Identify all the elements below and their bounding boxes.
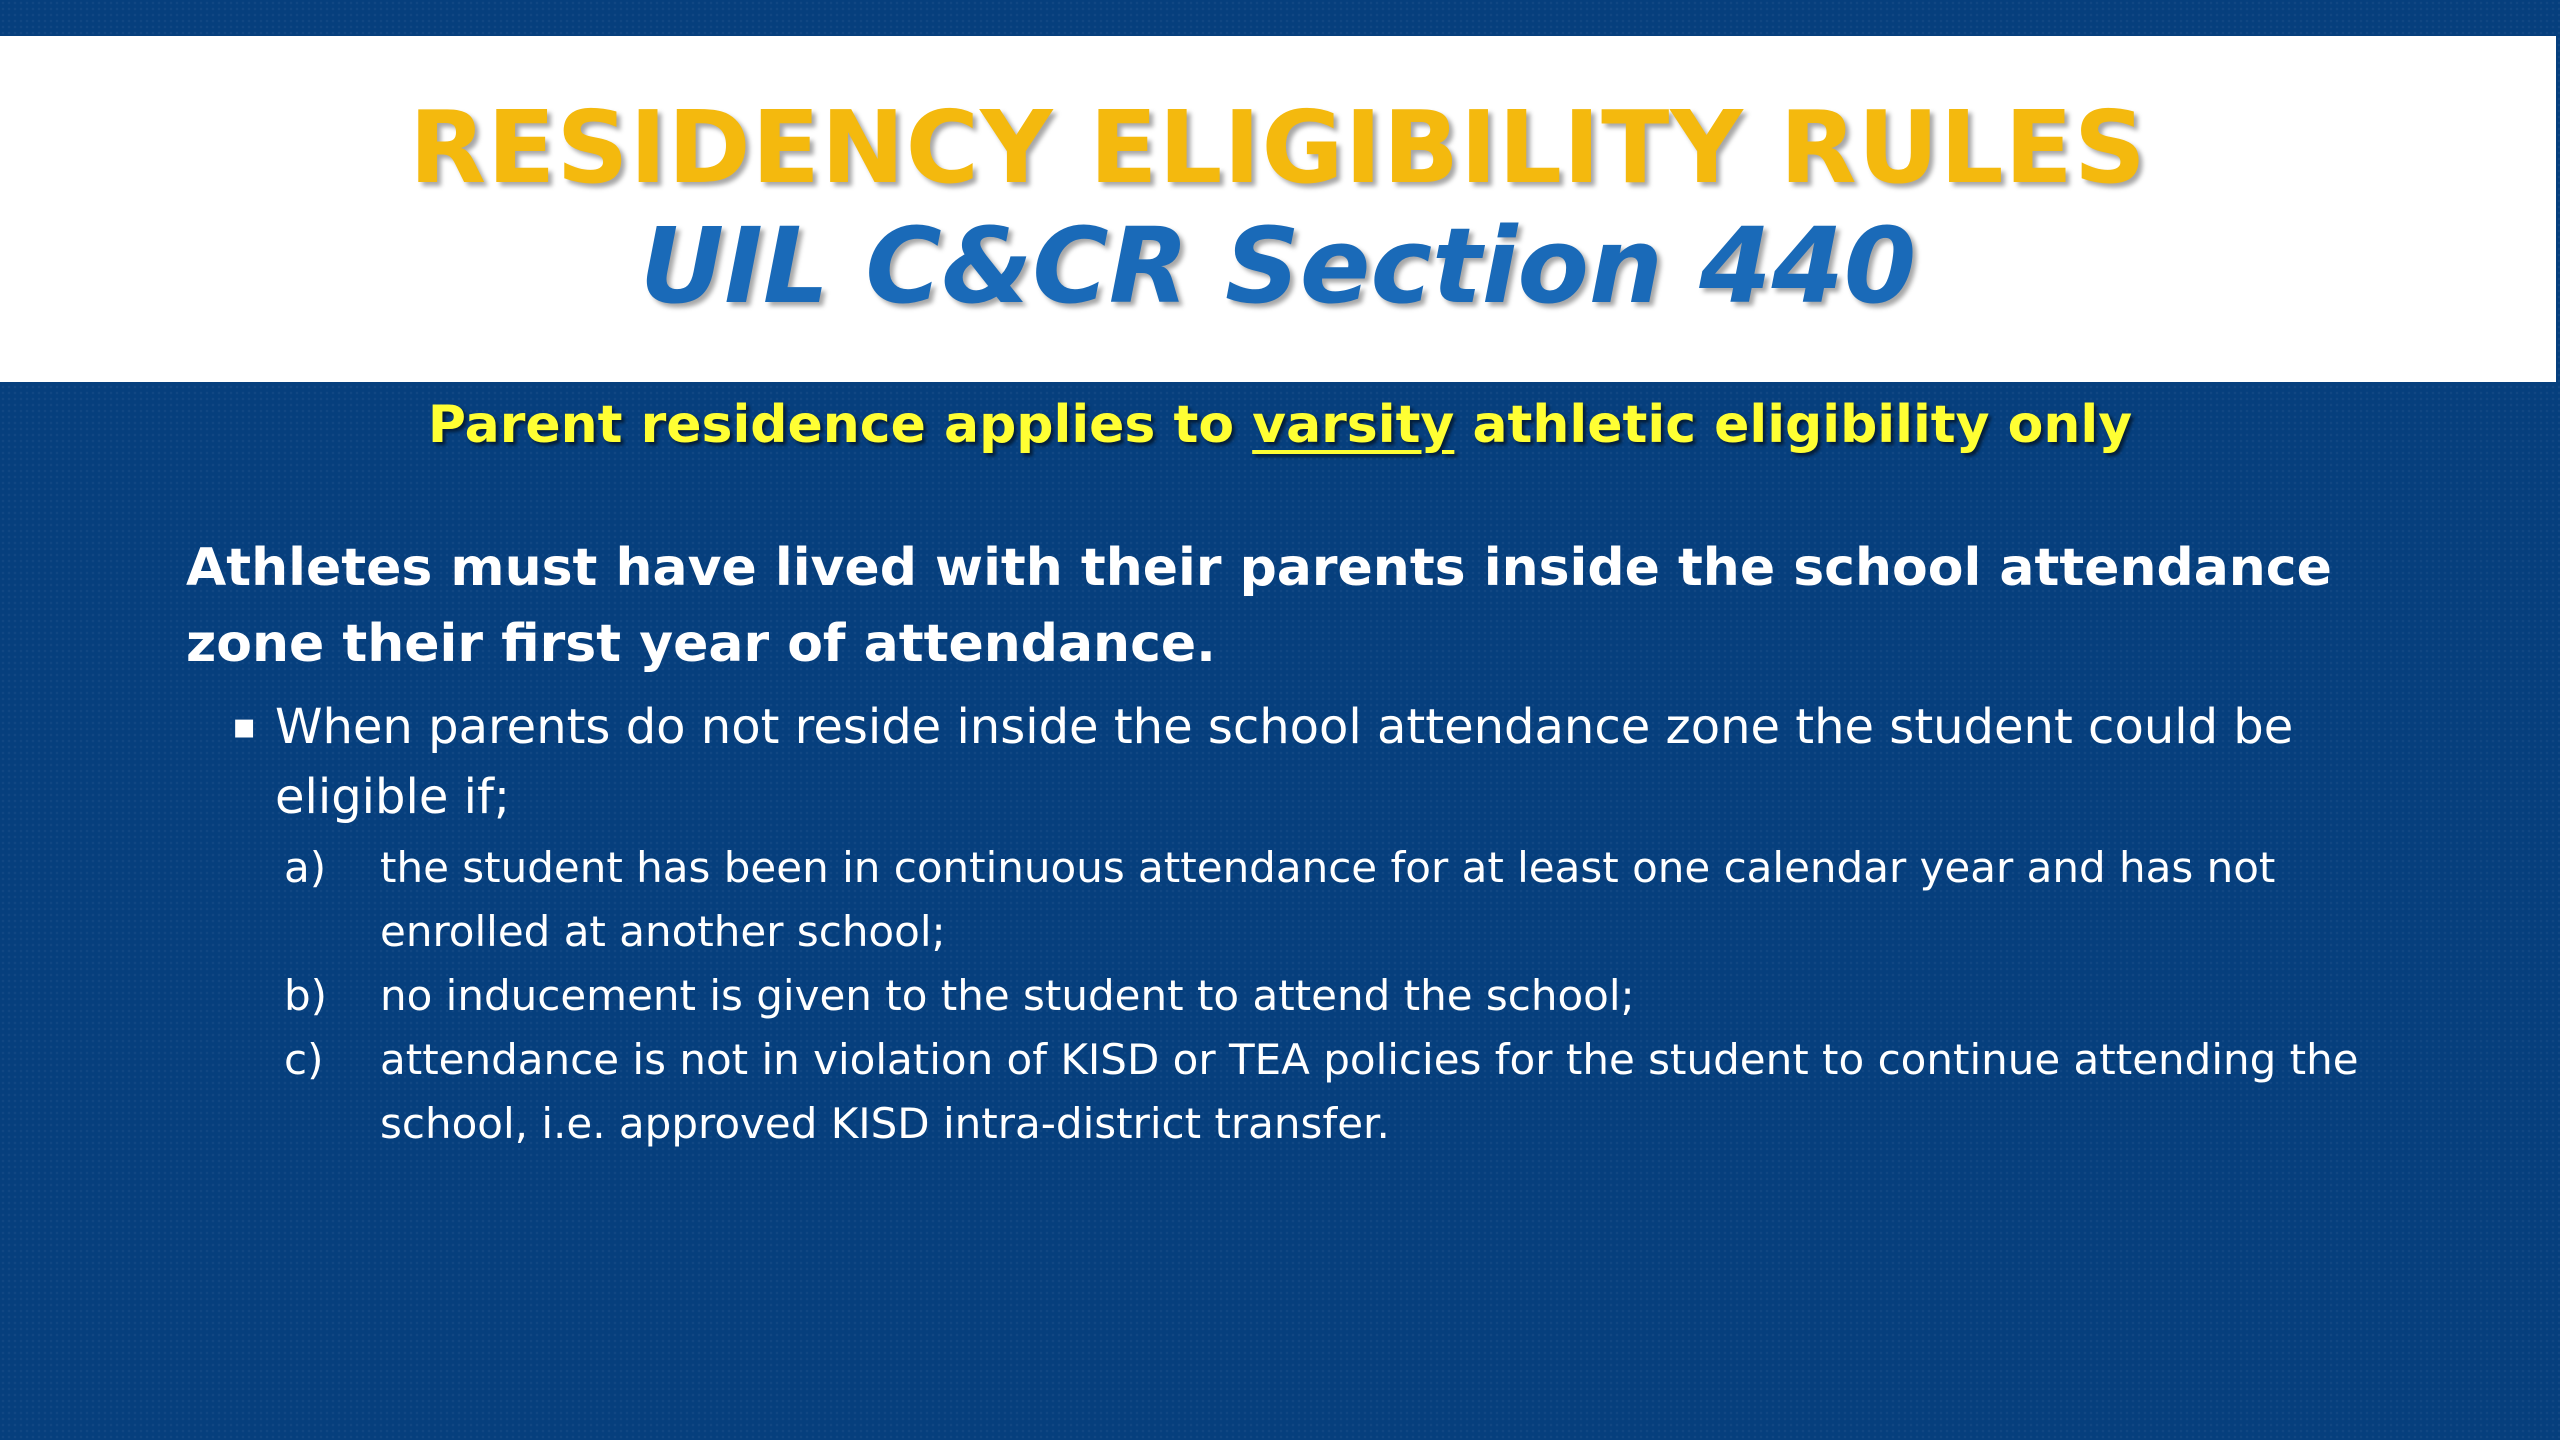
list-item <box>186 964 2426 1028</box>
list-marker: a) <box>284 843 327 892</box>
list-item <box>186 1028 2426 1156</box>
slide-subtitle: UIL C&CR Section 440 <box>639 205 1917 327</box>
main-point: Athletes must have lived with their parents inside the school attendance zone their first year of attendance. <box>186 538 2332 674</box>
list-item-text: the student has been in continuous attendance for at least one calendar year and has not enrolled at another school; <box>380 843 2276 956</box>
sub-list <box>186 836 2426 1156</box>
bullet-item <box>186 692 2426 832</box>
list-marker: c) <box>284 1035 324 1084</box>
content-body <box>186 530 2426 1156</box>
subheading-text-before: Parent residence applies to <box>427 395 1253 455</box>
subheading-text-after: athletic eligibility only <box>1454 395 2133 455</box>
subheading-underlined-word: varsity <box>1252 395 1455 455</box>
list-item-text: attendance is not in violation of KISD or TEA policies for the student to continue attending the school, i.e. approved KISD intra-district transfer. <box>380 1035 2359 1148</box>
list-marker: b) <box>284 971 328 1020</box>
list-item-text: no inducement is given to the student to attend the school; <box>380 971 1635 1020</box>
square-bullet-icon: ▪ <box>232 706 257 747</box>
slide-title: RESIDENCY ELIGIBILITY RULES <box>409 89 2147 206</box>
bullet-text: When parents do not reside inside the school attendance zone the student could be eligible if; <box>275 699 2294 825</box>
list-item <box>186 836 2426 964</box>
subheading <box>0 390 2560 460</box>
